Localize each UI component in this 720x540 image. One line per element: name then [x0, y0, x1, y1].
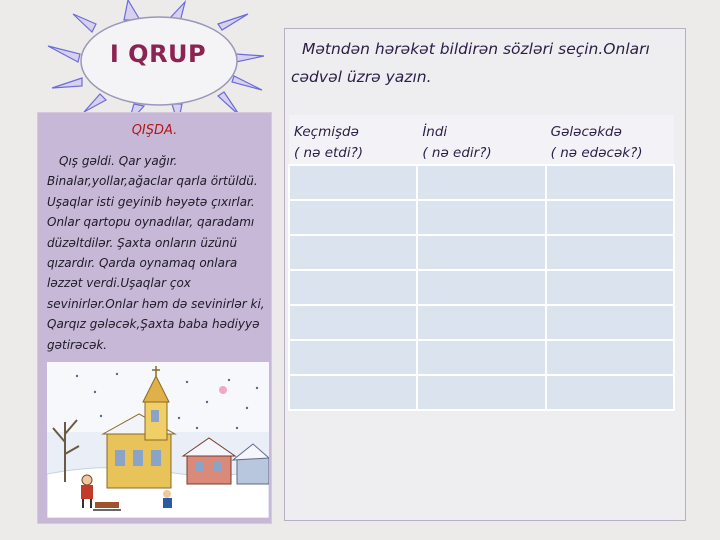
sun-ray	[236, 54, 264, 62]
column-title: Keçmişdə	[294, 124, 359, 140]
table-cell[interactable]	[417, 270, 545, 305]
sun-ray	[232, 76, 262, 90]
sun-ray	[73, 14, 96, 32]
table-cell[interactable]	[546, 305, 674, 340]
table-cell[interactable]	[417, 340, 545, 375]
table-row	[289, 305, 674, 340]
winter-village-illustration	[47, 362, 269, 518]
table-cell[interactable]	[289, 305, 417, 340]
story-text: Qış gəldi. Qar yağır. Binalar,yollar,ağaclar qarla örtüldü. Uşaqlar isti geyinib həyətə çıxırlar. Onlar qartopu oynadılar, qaradamı düzəltdilər. Şaxta onların üzünü qızardır. Qarda oynamaq onlara ləzzət verdi.Uşaqlar çox sevinirlər.Onlar həm də sevinirlər ki, Qarqız gələcək,Şaxta baba hədiyyə gətirəcək.	[47, 154, 265, 352]
column-header-past	[289, 115, 417, 165]
table-cell[interactable]	[546, 200, 674, 235]
table-cell[interactable]	[289, 235, 417, 270]
table-cell[interactable]	[289, 270, 417, 305]
table-row	[289, 270, 674, 305]
column-header-future	[546, 115, 674, 165]
table-cell[interactable]	[417, 375, 545, 410]
table-row	[289, 375, 674, 410]
sun-ray	[84, 94, 106, 112]
table-cell[interactable]	[546, 270, 674, 305]
table-cell[interactable]	[417, 235, 545, 270]
column-question: ( nə etdi?)	[294, 145, 364, 161]
story-heading: QIŞDA.	[131, 123, 178, 138]
table-cell[interactable]	[546, 165, 674, 200]
table-header-row	[289, 115, 674, 165]
task-panel	[284, 28, 686, 521]
column-title: İndi	[422, 124, 448, 140]
table-row	[289, 235, 674, 270]
verb-table	[288, 115, 675, 411]
task-instruction: Mətndən hərəkət bildirən sözləri seçin.Onları cədvəl üzrə yazın.	[291, 40, 650, 86]
sun-ray	[48, 46, 80, 62]
table-row	[289, 200, 674, 235]
column-question: ( nə edəcək?)	[550, 145, 643, 161]
sun-ray	[218, 14, 248, 30]
story-panel	[37, 112, 272, 524]
table-cell[interactable]	[546, 235, 674, 270]
table-cell[interactable]	[417, 305, 545, 340]
sun-ray	[52, 78, 82, 88]
group-title: I QRUP	[109, 40, 207, 68]
sun-ray	[124, 0, 140, 20]
table-cell[interactable]	[417, 165, 545, 200]
table-cell[interactable]	[289, 340, 417, 375]
table-cell[interactable]	[289, 375, 417, 410]
table-cell[interactable]	[546, 375, 674, 410]
table-cell[interactable]	[289, 165, 417, 200]
table-cell[interactable]	[417, 200, 545, 235]
column-title: Gələcəkdə	[550, 124, 622, 140]
table-cell[interactable]	[289, 200, 417, 235]
table-row	[289, 340, 674, 375]
column-header-present	[417, 115, 545, 165]
table-cell[interactable]	[546, 340, 674, 375]
column-question: ( nə edir?)	[422, 145, 492, 161]
table-row	[289, 165, 674, 200]
